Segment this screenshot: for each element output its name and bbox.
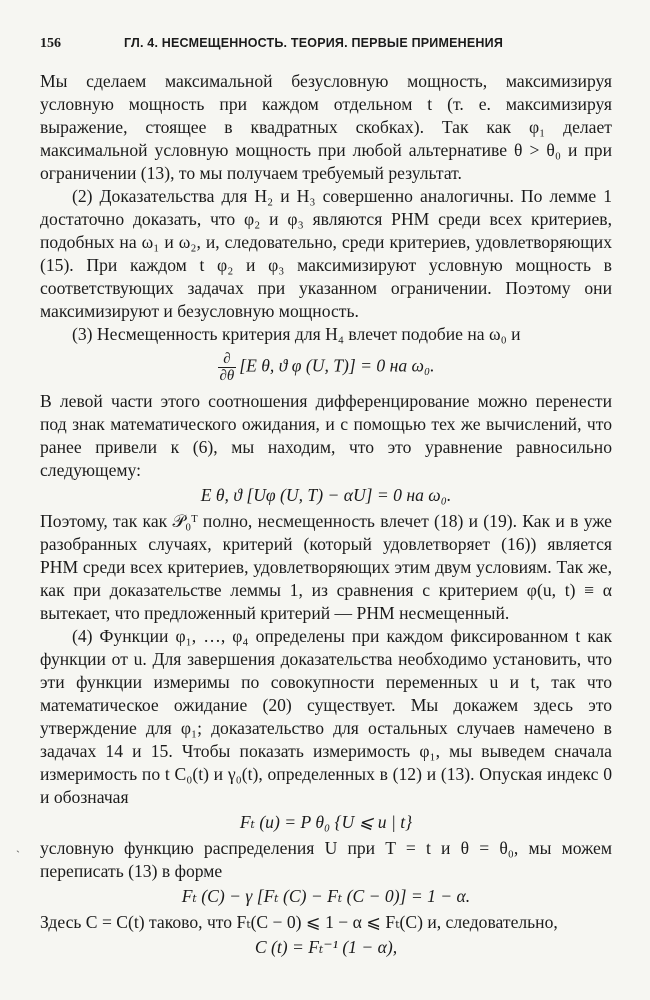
fraction-numerator: ∂ <box>218 351 237 368</box>
margin-mark: ` <box>16 848 20 862</box>
body-text <box>40 70 612 962</box>
paragraph-2: (2) Доказательства для H₂ и H₃ совершенно аналогичны. По лемме 1 достаточно доказать, что φ₂ и φ₃ являются РНМ среди всех критериев, подобных на ω₁ и ω₂, и, следовательно, среди критериев, удовлетворяющих (15). При каждом t φ₂ и φ₃ максимизируют условную мощность в соответствующих задачах при указанном ограничении. Поэтому они максимизируют и безусловную мощность. <box>40 186 612 321</box>
paragraph-5: Поэтому, так как 𝒫₀ᵀ полно, несмещенность влечет (18) и (19). Как и в уже разобранных случаях, критерий (который удовлетворяет (16)) является РНМ среди всех критериев, удовлетворяющих этим двум условиям. Так же, как при доказательстве леммы 1, из сравнения с критерием φ(u, t) ≡ α вытекает, что предложенный критерий — РНМ несмещенный. <box>40 511 612 623</box>
paragraph-8: Здесь C = C(t) таково, что Fₜ(C − 0) ⩽ 1 − α ⩽ Fₜ(C) и, следовательно, <box>40 912 558 932</box>
fraction-denominator: ∂θ <box>219 368 235 384</box>
formula-equation: Fₜ (C) − γ [Fₜ (C) − Fₜ (C − 0)] = 1 − α. <box>181 886 471 906</box>
formula-inverse: C (t) = Fₜ⁻¹ (1 − α), <box>254 937 398 957</box>
paragraph-3: (3) Несмещенность критерия для H₄ влечет подобие на ω₀ и <box>72 324 521 344</box>
chapter-title: ГЛ. 4. НЕСМЕЩЕННОСТЬ. ТЕОРИЯ. ПЕРВЫЕ ПРИМЕНЕНИЯ <box>124 36 503 50</box>
running-head <box>40 36 618 56</box>
paragraph-1: Мы сделаем максимальной безусловную мощность, максимизируя условную мощность при каждом отдельном t (т. е. максимизируя выражение, стоящее в квадратных скобках). Так как φ₁ делает максимальной условную мощность при любой альтернативе θ > θ₀ и при ограничении (13), то мы получаем требуемый результат. <box>40 71 612 183</box>
derivative-expression: [E θ, ϑ φ (U, T)] = 0 на ω₀. <box>239 355 435 376</box>
paragraph-7: условную функцию распределения U при T = t и θ = θ₀, мы можем переписать (13) в форме <box>40 838 612 881</box>
paragraph-4: В левой части этого соотношения дифференцирование можно перенести под знак математического ожидания, и с помощью тех же вычислений, что ранее привели к (6), мы находим, что это уравнение равносильно следующему: <box>40 391 612 480</box>
formula-derivative <box>40 351 612 384</box>
formula-expectation: E θ, ϑ [Uφ (U, T) − αU] = 0 на ω₀. <box>200 485 452 505</box>
formula-distribution: Fₜ (u) = P θ₀ {U ⩽ u | t} <box>239 812 413 832</box>
derivative-fraction <box>218 351 237 384</box>
page-number: 156 <box>40 36 61 51</box>
paragraph-6: (4) Функции φ₁, …, φ₄ определены при каждом фиксированном t как функции от u. Для завершения доказательства необходимо установить, что эти функции измеримы по совокупности переменных u и t, так что математическое ожидание (20) существует. Мы докажем здесь это утверждение для φ₁; доказательство для остальных случаев намечено в задачах 14 и 15. Чтобы показать измеримость φ₁, мы выведем сначала измеримость по t C₀(t) и γ₀(t), определенных в (12) и (13). Опуская индекс 0 и обозначая <box>40 626 612 807</box>
